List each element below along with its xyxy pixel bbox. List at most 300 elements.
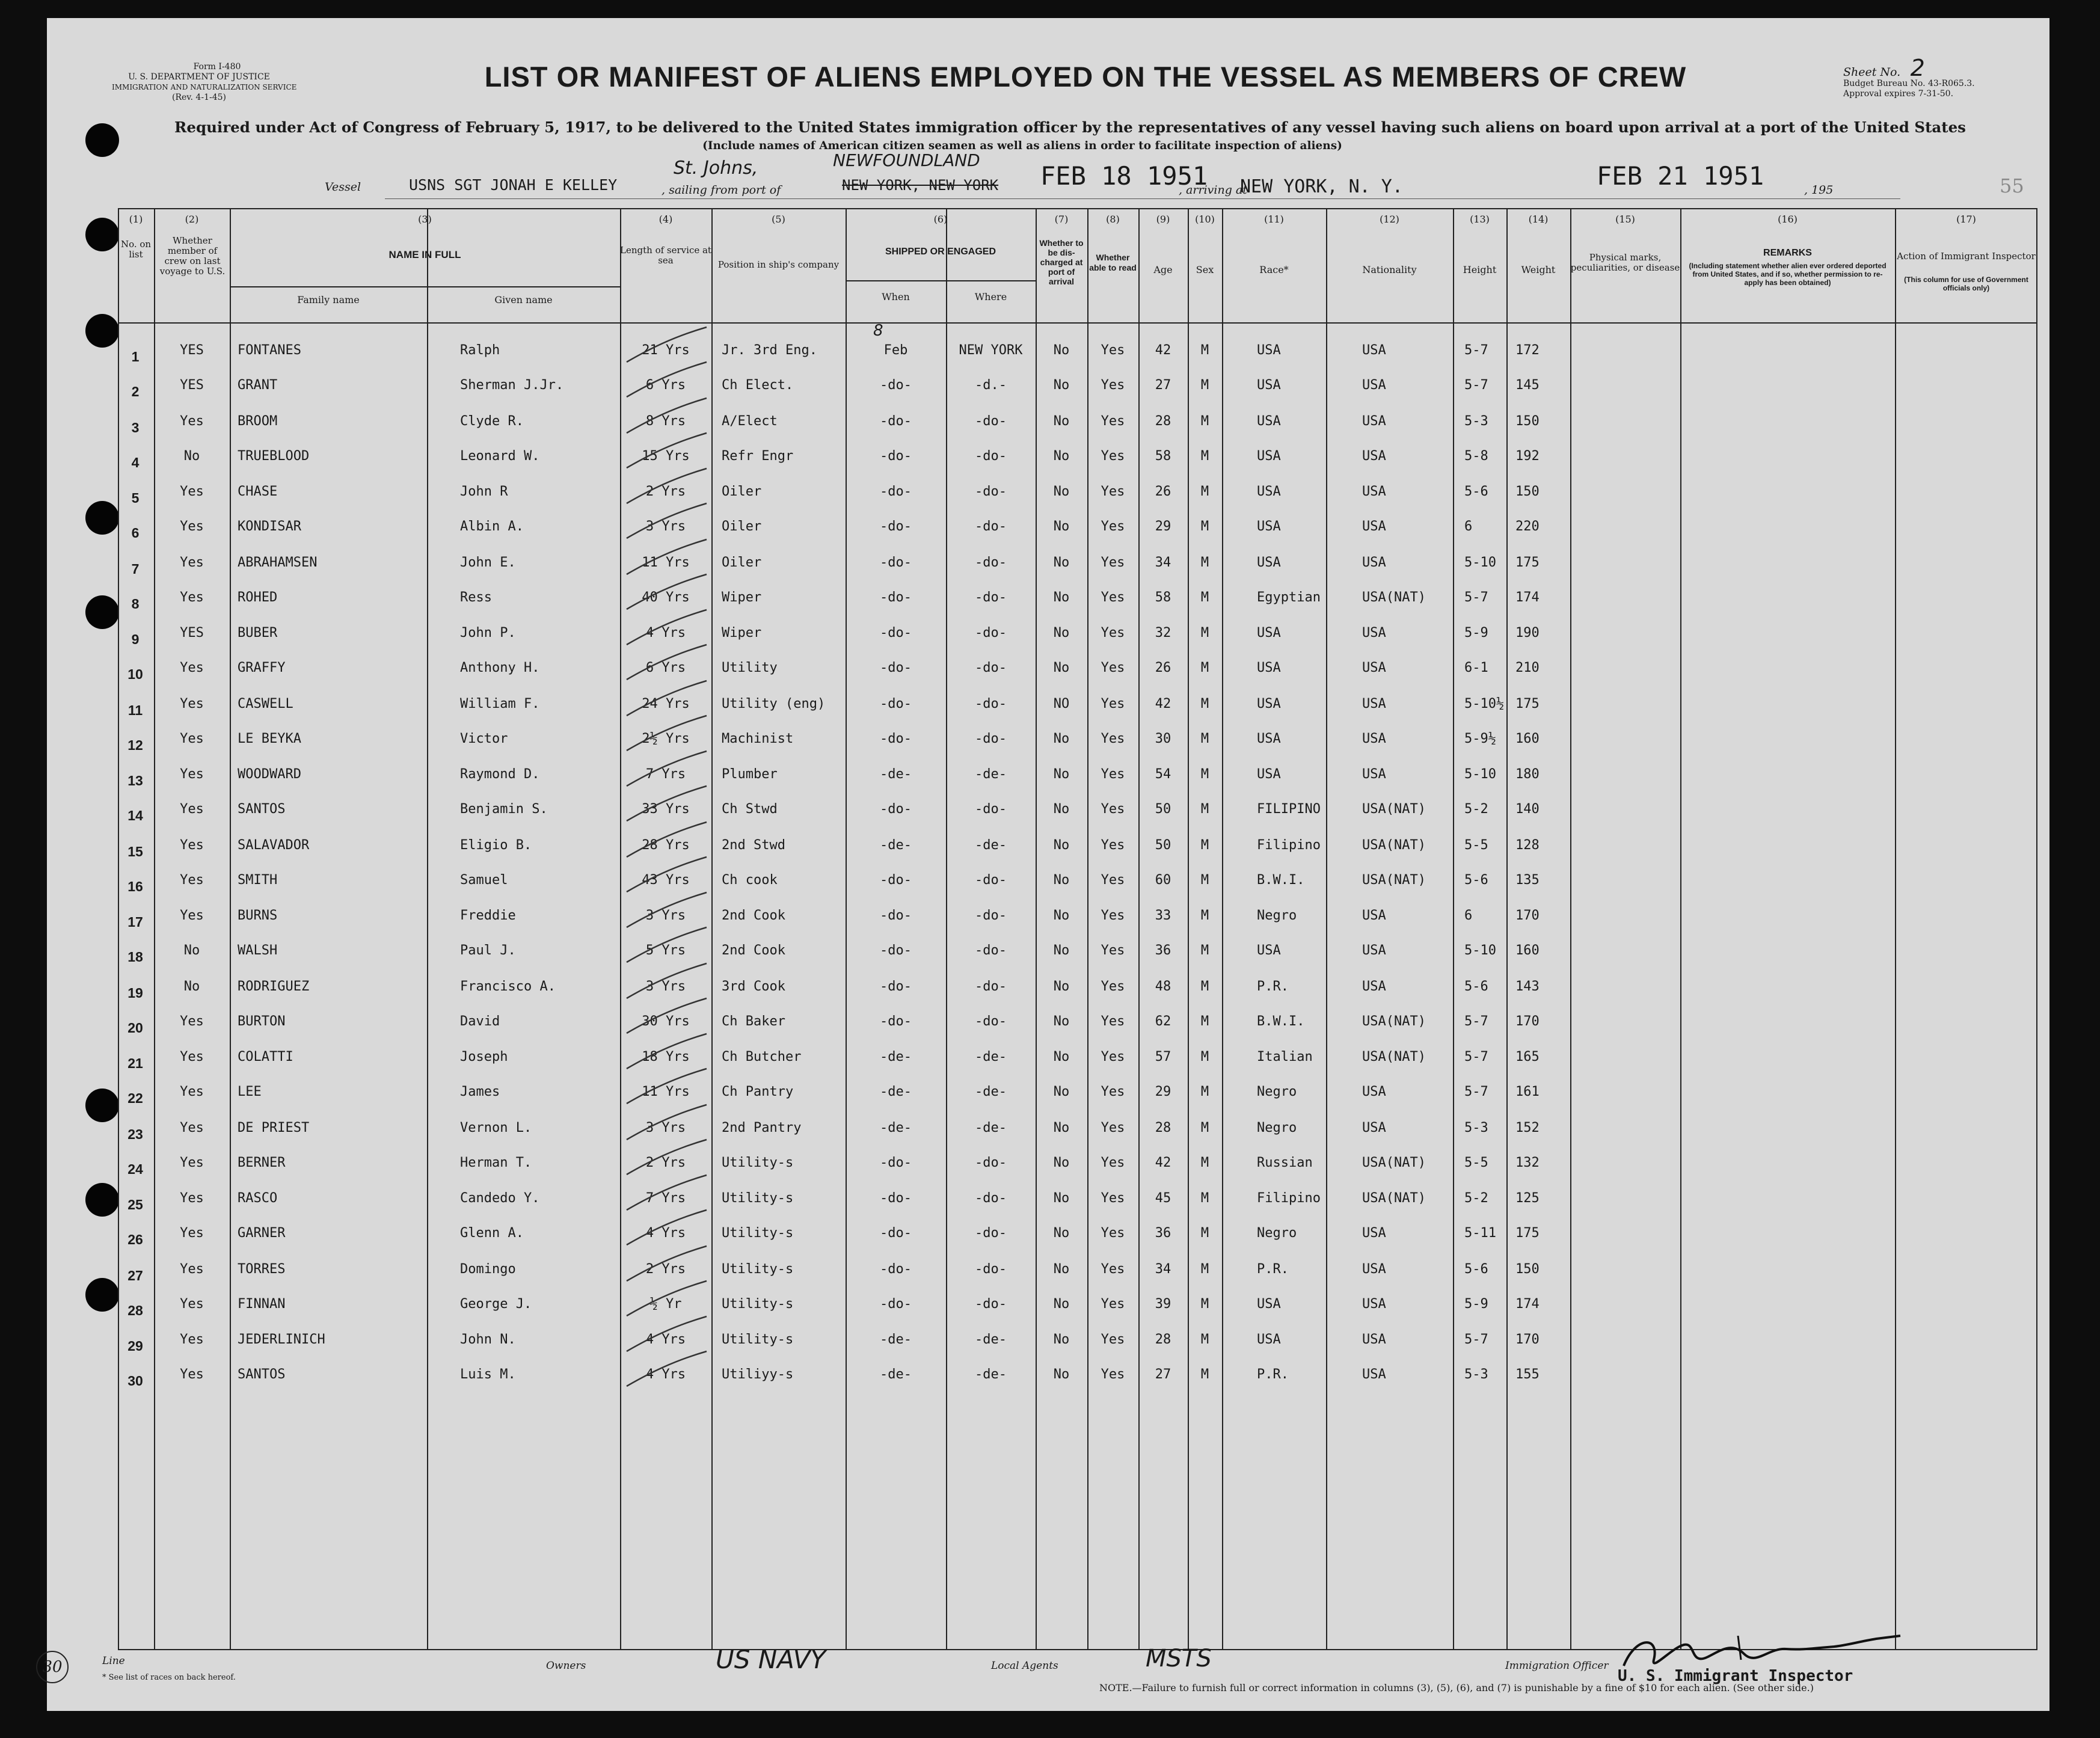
cell-where: -do- xyxy=(975,1191,1007,1206)
cell-position: Ch Butcher xyxy=(722,1049,802,1064)
grid-line xyxy=(1570,208,1571,1650)
cell-weight: 192 xyxy=(1515,448,1540,464)
cell-family: CHASE xyxy=(238,484,278,499)
cell-discharged: No xyxy=(1053,1226,1070,1241)
cell-where: -do- xyxy=(975,519,1007,534)
cell-race: USA xyxy=(1257,696,1281,711)
cell-discharged: No xyxy=(1053,872,1070,888)
cell-read: Yes xyxy=(1101,554,1125,570)
cell-nationality: USA xyxy=(1362,625,1386,640)
cell-position: Utility-s xyxy=(722,1332,794,1347)
cell-discharged: No xyxy=(1053,731,1070,746)
cell-position: Ch cook xyxy=(722,872,778,888)
cell-position: Ch Pantry xyxy=(722,1084,794,1099)
cell-family: JEDERLINICH xyxy=(238,1332,325,1347)
cell-weight: 170 xyxy=(1515,908,1540,923)
cell-age: 32 xyxy=(1155,625,1171,640)
cell-weight: 180 xyxy=(1515,767,1540,782)
cell-position: Plumber xyxy=(722,767,778,782)
circled-count xyxy=(36,1651,69,1683)
punch-hole xyxy=(85,501,119,535)
grid-line xyxy=(846,280,1036,281)
grid-line xyxy=(230,286,621,287)
column-number: (7) xyxy=(1054,213,1069,225)
cell-where: -do- xyxy=(975,872,1007,888)
cell-weight: 145 xyxy=(1515,378,1540,393)
row-number: 4 xyxy=(131,454,140,470)
cell-member: Yes xyxy=(180,660,204,675)
cell-given: Anthony H. xyxy=(460,660,540,675)
circled-count-value: 30 xyxy=(42,1658,63,1676)
cell-nationality: USA xyxy=(1362,1261,1386,1277)
cell-position: Utiliyy-s xyxy=(722,1367,794,1382)
cell-where: -do- xyxy=(975,589,1007,605)
cell-when: -do- xyxy=(880,448,912,464)
cell-read: Yes xyxy=(1101,1120,1125,1135)
cell-position: Utility-s xyxy=(722,1296,794,1312)
cell-when: -do- xyxy=(880,1013,912,1029)
cell-weight: 174 xyxy=(1515,589,1540,605)
agents-value: MSTS xyxy=(1146,1645,1212,1672)
cell-age: 34 xyxy=(1155,1261,1171,1277)
cell-member: No xyxy=(183,943,200,958)
cell-race: USA xyxy=(1257,484,1281,499)
cell-family: ROHED xyxy=(238,589,278,605)
cell-age: 50 xyxy=(1155,802,1171,817)
cell-family: BURTON xyxy=(238,1013,286,1029)
cell-read: Yes xyxy=(1101,872,1125,888)
cell-where: -do- xyxy=(975,660,1007,675)
cell-position: A/Elect xyxy=(722,413,778,429)
cell-read: Yes xyxy=(1101,519,1125,534)
cell-nationality: USA(NAT) xyxy=(1362,1049,1426,1064)
cell-where: -d.- xyxy=(975,378,1007,393)
grid-line xyxy=(1895,208,1896,1650)
cell-member: Yes xyxy=(180,1296,204,1312)
cell-sex: M xyxy=(1200,908,1209,923)
sheet-block xyxy=(1843,55,1975,99)
cell-when: -do- xyxy=(880,413,912,429)
grid-line xyxy=(118,322,2037,324)
cell-sex: M xyxy=(1200,1332,1209,1347)
row-number: 11 xyxy=(127,702,143,718)
header-remarks: REMARKS xyxy=(1763,248,1812,258)
cell-discharged: No xyxy=(1053,908,1070,923)
cell-length: 18 Yrs xyxy=(642,1049,690,1064)
cell-nationality: USA xyxy=(1362,908,1386,923)
cell-age: 42 xyxy=(1155,1155,1171,1170)
cell-where: -do- xyxy=(975,802,1007,817)
cell-discharged: No xyxy=(1053,767,1070,782)
cell-height: 5-7 xyxy=(1464,378,1488,393)
cell-member: No xyxy=(183,978,200,994)
cell-family: FINNAN xyxy=(238,1296,286,1312)
cell-race: P.R. xyxy=(1257,1261,1289,1277)
cell-sex: M xyxy=(1200,1191,1209,1206)
cell-discharged: No xyxy=(1053,943,1070,958)
cell-when: -do- xyxy=(880,1296,912,1312)
cell-position: 3rd Cook xyxy=(722,978,785,994)
cell-race: USA xyxy=(1257,1332,1281,1347)
cell-age: 60 xyxy=(1155,872,1171,888)
cell-length: 6 Yrs xyxy=(645,378,686,393)
cell-where: -de- xyxy=(975,1120,1007,1135)
cell-family: BROOM xyxy=(238,413,278,429)
cell-family: WALSH xyxy=(238,943,278,958)
row-number: 26 xyxy=(127,1232,143,1247)
cell-family: BUBER xyxy=(238,625,278,640)
cell-nationality: USA(NAT) xyxy=(1362,872,1426,888)
cell-where: -do- xyxy=(975,1013,1007,1029)
cell-length: 4 Yrs xyxy=(645,625,686,640)
cell-height: 5-3 xyxy=(1464,1120,1488,1135)
cell-family: CASWELL xyxy=(238,696,293,711)
cell-position: 2nd Cook xyxy=(722,908,785,923)
cell-nationality: USA xyxy=(1362,767,1386,782)
cell-height: 5-3 xyxy=(1464,413,1488,429)
cell-race: Russian xyxy=(1257,1155,1313,1170)
cell-member: Yes xyxy=(180,1332,204,1347)
header-action-note: (This column for use of Government officials only) xyxy=(1904,275,2028,292)
header-weight: Weight xyxy=(1521,264,1556,275)
cell-position: Wiper xyxy=(722,589,762,605)
cell-where: -do- xyxy=(975,1261,1007,1277)
cell-length: 40 Yrs xyxy=(642,589,690,605)
cell-where: -do- xyxy=(975,908,1007,923)
cell-discharged: No xyxy=(1053,1191,1070,1206)
row-number: 27 xyxy=(127,1267,143,1283)
cell-discharged: No xyxy=(1053,802,1070,817)
cell-position: Oiler xyxy=(722,554,762,570)
column-number: (15) xyxy=(1615,213,1635,225)
cell-race: Negro xyxy=(1257,1120,1297,1135)
cell-family: SANTOS xyxy=(238,802,286,817)
cell-height: 5-7 xyxy=(1464,1013,1488,1029)
cell-where: -do- xyxy=(975,696,1007,711)
cell-age: 58 xyxy=(1155,448,1171,464)
form-revision: (Rev. 4-1-45) xyxy=(172,93,226,102)
cell-discharged: No xyxy=(1053,554,1070,570)
cell-where: -do- xyxy=(975,484,1007,499)
cell-weight: 160 xyxy=(1515,943,1540,958)
cell-height: 5-6 xyxy=(1464,872,1488,888)
cell-when: -do- xyxy=(880,696,912,711)
cell-weight: 220 xyxy=(1515,519,1540,534)
cell-when: -do- xyxy=(880,908,912,923)
cell-when: -do- xyxy=(880,1226,912,1241)
cell-where: -de- xyxy=(975,1049,1007,1064)
cell-sex: M xyxy=(1200,872,1209,888)
cell-position: Utility-s xyxy=(722,1191,794,1206)
cell-race: Italian xyxy=(1257,1049,1313,1064)
when-month-mark: 8 xyxy=(873,322,883,340)
column-number: (2) xyxy=(185,213,199,225)
cell-member: Yes xyxy=(180,589,204,605)
header-no-on-list: No. on list xyxy=(120,239,152,260)
header-given-name: Given name xyxy=(494,294,553,306)
cell-race: USA xyxy=(1257,554,1281,570)
cell-height: 5-7 xyxy=(1464,1049,1488,1064)
cell-position: Utility xyxy=(722,660,778,675)
cell-nationality: USA xyxy=(1362,978,1386,994)
vessel-label: Vessel xyxy=(325,180,361,194)
cell-when: -de- xyxy=(880,767,912,782)
department-name: U. S. DEPARTMENT OF JUSTICE xyxy=(128,72,270,82)
cell-age: 33 xyxy=(1155,908,1171,923)
row-number: 15 xyxy=(127,843,143,859)
cell-sex: M xyxy=(1200,1155,1209,1170)
cell-weight: 210 xyxy=(1515,660,1540,675)
cell-read: Yes xyxy=(1101,837,1125,853)
cell-when: -do- xyxy=(880,554,912,570)
cell-height: 5-9½ xyxy=(1464,731,1496,746)
cell-when: -do- xyxy=(880,625,912,640)
cell-discharged: No xyxy=(1053,1332,1070,1347)
cell-family: LEE xyxy=(238,1084,262,1099)
header-able-to-read: Whether able to read xyxy=(1089,253,1137,272)
races-footnote: * See list of races on back hereof. xyxy=(102,1673,236,1682)
cell-given: Eligio B. xyxy=(460,837,532,853)
cell-sex: M xyxy=(1200,1296,1209,1312)
cell-where: -do- xyxy=(975,1155,1007,1170)
cell-read: Yes xyxy=(1101,484,1125,499)
row-number: 18 xyxy=(127,949,143,965)
cell-age: 36 xyxy=(1155,943,1171,958)
cell-when: -do- xyxy=(880,519,912,534)
cell-discharged: No xyxy=(1053,1013,1070,1029)
punch-hole xyxy=(85,1278,119,1312)
cell-nationality: USA xyxy=(1362,519,1386,534)
cell-weight: 172 xyxy=(1515,343,1540,358)
cell-member: Yes xyxy=(180,1191,204,1206)
cell-age: 58 xyxy=(1155,589,1171,605)
cell-length: 3 Yrs xyxy=(645,1120,686,1135)
cell-when: -do- xyxy=(880,1261,912,1277)
cell-given: Samuel xyxy=(460,872,508,888)
cell-nationality: USA(NAT) xyxy=(1362,1191,1426,1206)
arrival-date-stamp: FEB 21 1951 xyxy=(1597,161,1764,191)
cell-length: 7 Yrs xyxy=(645,1191,686,1206)
column-number: (6) xyxy=(933,213,948,225)
cell-position: Utility (eng) xyxy=(722,696,826,711)
cell-sex: M xyxy=(1200,943,1209,958)
cell-read: Yes xyxy=(1101,802,1125,817)
cell-member: Yes xyxy=(180,519,204,534)
cell-length: 21 Yrs xyxy=(642,343,690,358)
cell-discharged: No xyxy=(1053,625,1070,640)
header-when: When xyxy=(882,291,910,302)
cell-family: RASCO xyxy=(238,1191,278,1206)
cell-member: Yes xyxy=(180,1367,204,1382)
cell-sex: M xyxy=(1200,1120,1209,1135)
cell-sex: M xyxy=(1200,660,1209,675)
grid-line xyxy=(427,208,428,1650)
cell-given: Clyde R. xyxy=(460,413,524,429)
cell-position: Utility-s xyxy=(722,1261,794,1277)
sailing-date-stamp: FEB 18 1951 xyxy=(1040,161,1208,191)
cell-length: ½ Yr xyxy=(649,1296,682,1312)
cell-read: Yes xyxy=(1101,1261,1125,1277)
cell-discharged: No xyxy=(1053,1367,1070,1382)
cell-weight: 175 xyxy=(1515,1226,1540,1241)
cell-height: 5-11 xyxy=(1464,1226,1496,1241)
cell-race: USA xyxy=(1257,343,1281,358)
cell-position: Oiler xyxy=(722,519,762,534)
cell-nationality: USA xyxy=(1362,343,1386,358)
cell-when: -do- xyxy=(880,660,912,675)
pencil-check-mark xyxy=(619,1349,710,1397)
cell-weight: 143 xyxy=(1515,978,1540,994)
cell-race: Negro xyxy=(1257,1084,1297,1099)
cell-discharged: No xyxy=(1053,1084,1070,1099)
cell-member: Yes xyxy=(180,696,204,711)
cell-length: 28 Yrs xyxy=(642,837,690,853)
cell-height: 5-6 xyxy=(1464,978,1488,994)
cell-weight: 135 xyxy=(1515,872,1540,888)
cell-discharged: No xyxy=(1053,484,1070,499)
cell-when: -de- xyxy=(880,1120,912,1135)
cell-when: -de- xyxy=(880,1332,912,1347)
cell-member: Yes xyxy=(180,731,204,746)
column-number: (5) xyxy=(772,213,785,225)
line-label: Line xyxy=(102,1655,125,1667)
cell-position: Utility-s xyxy=(722,1155,794,1170)
header-where: Where xyxy=(974,291,1007,302)
footer-note: NOTE.—Failure to furnish full or correct information in columns (3), (5), (6), and (7) is punishable by a fine of $10 for each alien. (See other side.) xyxy=(1099,1682,1814,1693)
cell-length: 15 Yrs xyxy=(642,448,690,464)
row-number: 6 xyxy=(131,525,140,541)
row-number: 5 xyxy=(131,490,140,506)
cell-given: Francisco A. xyxy=(460,978,556,994)
cell-position: Jr. 3rd Eng. xyxy=(722,343,817,358)
cell-discharged: No xyxy=(1053,1155,1070,1170)
cell-nationality: USA xyxy=(1362,1296,1386,1312)
cell-given: Freddie xyxy=(460,908,516,923)
cell-height: 5-9 xyxy=(1464,1296,1488,1312)
cell-nationality: USA xyxy=(1362,1367,1386,1382)
cell-age: 28 xyxy=(1155,1120,1171,1135)
cell-member: Yes xyxy=(180,1084,204,1099)
header-nationality: Nationality xyxy=(1362,264,1417,275)
cell-age: 29 xyxy=(1155,1084,1171,1099)
service-name: IMMIGRATION AND NATURALIZATION SERVICE xyxy=(112,83,297,91)
cell-nationality: USA(NAT) xyxy=(1362,589,1426,605)
cell-weight: 152 xyxy=(1515,1120,1540,1135)
cell-weight: 170 xyxy=(1515,1332,1540,1347)
arrival-port-stamp: NEW YORK, N. Y. xyxy=(1240,176,1403,197)
cell-where: -de- xyxy=(975,1367,1007,1382)
cell-sex: M xyxy=(1200,625,1209,640)
cell-where: -do- xyxy=(975,554,1007,570)
row-number: 20 xyxy=(127,1019,143,1036)
cell-weight: 190 xyxy=(1515,625,1540,640)
cell-sex: M xyxy=(1200,837,1209,853)
cell-member: YES xyxy=(180,343,204,358)
cell-race: P.R. xyxy=(1257,978,1289,994)
cell-nationality: USA xyxy=(1362,943,1386,958)
column-number: (14) xyxy=(1528,213,1549,225)
cell-given: Vernon L. xyxy=(460,1120,532,1135)
row-number: 21 xyxy=(127,1055,143,1071)
cell-sex: M xyxy=(1200,1084,1209,1099)
cell-given: James xyxy=(460,1084,500,1099)
row-number: 24 xyxy=(127,1161,143,1177)
cell-height: 5-9 xyxy=(1464,625,1488,640)
sailing-port-struck: NEW YORK, NEW YORK xyxy=(842,177,999,194)
approval-expiry: Approval expires 7-31-50. xyxy=(1843,89,1954,99)
cell-height: 5-3 xyxy=(1464,1367,1488,1382)
punch-hole xyxy=(85,1089,119,1122)
cell-discharged: NO xyxy=(1053,696,1070,711)
cell-race: USA xyxy=(1257,413,1281,429)
cell-family: WOODWARD xyxy=(238,767,301,782)
cell-given: David xyxy=(460,1013,500,1029)
cell-race: FILIPINO xyxy=(1257,802,1321,817)
cell-sex: M xyxy=(1200,1226,1209,1241)
row-number: 17 xyxy=(127,914,143,930)
cell-nationality: USA xyxy=(1362,696,1386,711)
cell-given: Herman T. xyxy=(460,1155,532,1170)
cell-sex: M xyxy=(1200,1367,1209,1382)
cell-sex: M xyxy=(1200,978,1209,994)
cell-where: -do- xyxy=(975,943,1007,958)
cell-length: 7 Yrs xyxy=(645,767,686,782)
cell-height: 5-10 xyxy=(1464,767,1496,782)
cell-age: 26 xyxy=(1155,660,1171,675)
cell-when: -de- xyxy=(880,1084,912,1099)
cell-position: Refr Engr xyxy=(722,448,794,464)
cell-where: -do- xyxy=(975,731,1007,746)
grid-line xyxy=(1453,208,1454,1650)
cell-read: Yes xyxy=(1101,1155,1125,1170)
cell-when: -do- xyxy=(880,378,912,393)
cell-sex: M xyxy=(1200,554,1209,570)
cell-where: -de- xyxy=(975,1084,1007,1099)
cell-discharged: No xyxy=(1053,1049,1070,1064)
cell-race: USA xyxy=(1257,1296,1281,1312)
column-number: (16) xyxy=(1778,213,1798,225)
cell-weight: 155 xyxy=(1515,1367,1540,1382)
cell-sex: M xyxy=(1200,1013,1209,1029)
cell-read: Yes xyxy=(1101,731,1125,746)
cell-given: Candedo Y. xyxy=(460,1191,540,1206)
cell-weight: 175 xyxy=(1515,554,1540,570)
cell-weight: 160 xyxy=(1515,731,1540,746)
inspector-title: U. S. Immigrant Inspector xyxy=(1618,1667,1853,1685)
cell-position: Utility-s xyxy=(722,1226,794,1241)
cell-position: Wiper xyxy=(722,625,762,640)
cell-family: GARNER xyxy=(238,1226,286,1241)
cell-discharged: No xyxy=(1053,1120,1070,1135)
cell-given: Ress xyxy=(460,589,492,605)
cell-when: -de- xyxy=(880,1049,912,1064)
cell-read: Yes xyxy=(1101,413,1125,429)
cell-given: Raymond D. xyxy=(460,767,540,782)
cell-weight: 175 xyxy=(1515,696,1540,711)
cell-given: Victor xyxy=(460,731,508,746)
cell-when: -do- xyxy=(880,943,912,958)
cell-nationality: USA xyxy=(1362,413,1386,429)
cell-member: Yes xyxy=(180,1120,204,1135)
cell-given: George J. xyxy=(460,1296,532,1312)
cell-age: 30 xyxy=(1155,731,1171,746)
page-title: LIST OR MANIFEST OF ALIENS EMPLOYED ON THE VESSEL AS MEMBERS OF CREW xyxy=(484,61,1687,93)
cell-read: Yes xyxy=(1101,1226,1125,1241)
header-shipped-engaged: SHIPPED OR ENGAGED xyxy=(885,247,996,257)
cell-when: -do- xyxy=(880,484,912,499)
punch-hole xyxy=(85,595,119,629)
header-remarks-note: (Including statement whether alien ever ordered deported from United States, and if so, whether permission to re-apply has been obtained) xyxy=(1689,262,1887,287)
